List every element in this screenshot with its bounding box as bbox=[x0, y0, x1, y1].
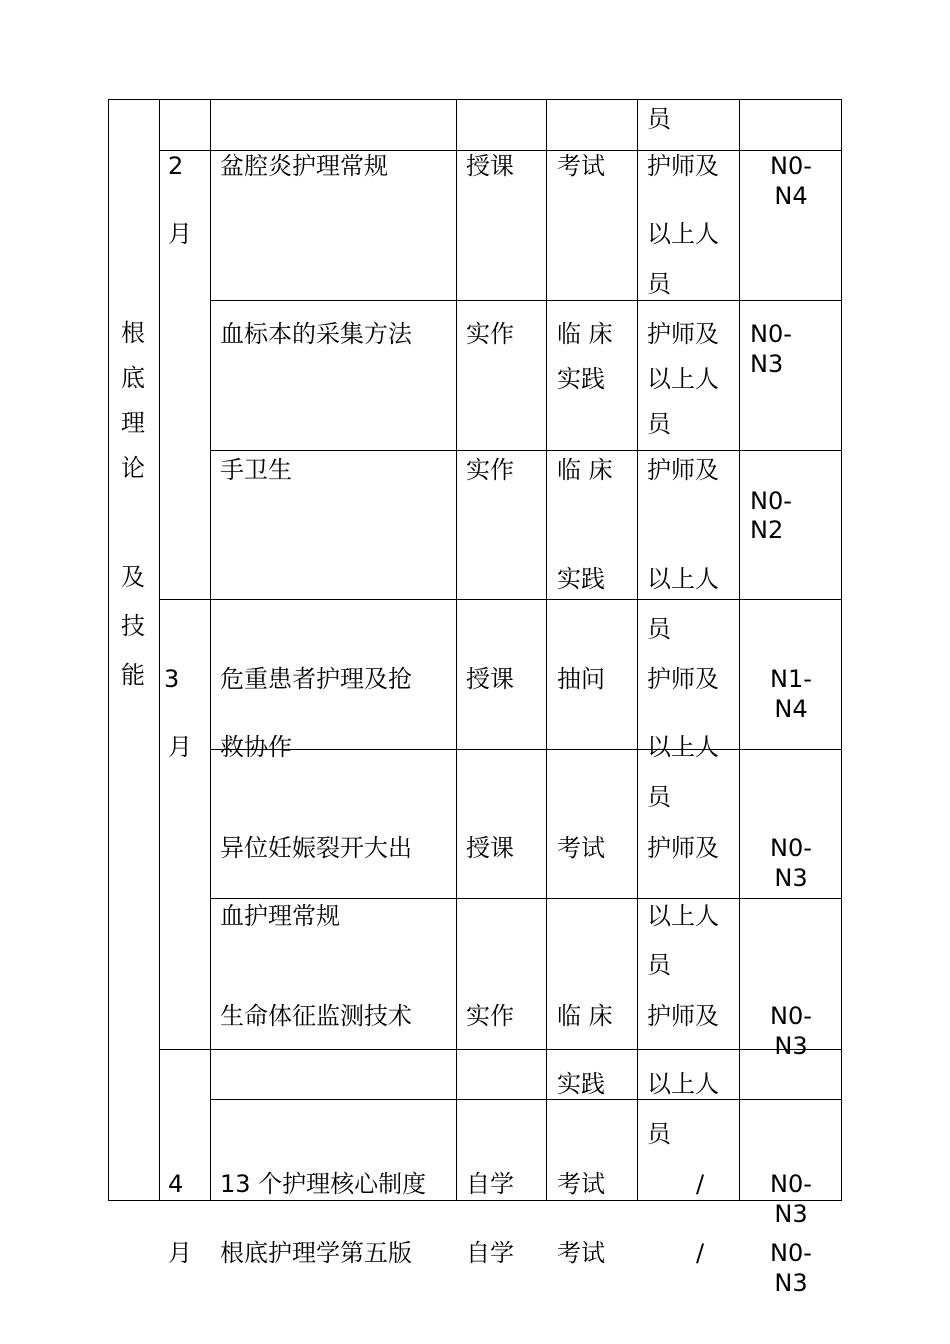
target-cell: 以上人 bbox=[647, 902, 719, 930]
method-cell: 自学 bbox=[466, 1170, 514, 1198]
target-cell: / bbox=[696, 1239, 705, 1267]
target-cell: 护师及 bbox=[647, 665, 719, 693]
assessment-cell: 临 床 bbox=[557, 320, 613, 348]
target-cell: 员 bbox=[647, 270, 671, 298]
assessment-cell: 实践 bbox=[557, 565, 605, 593]
level-cell: N0- bbox=[750, 320, 792, 348]
row-divider bbox=[210, 1099, 842, 1100]
target-cell: 以上人 bbox=[647, 1070, 719, 1098]
topic-cell: 13 个护理核心制度 bbox=[220, 1170, 427, 1198]
row-divider bbox=[210, 898, 842, 899]
level-cell: N3 bbox=[774, 1269, 808, 1297]
level-cell: N4 bbox=[774, 695, 808, 723]
level-cell: N0- bbox=[770, 152, 812, 180]
level-cell: N0- bbox=[750, 487, 792, 515]
level-cell: N0- bbox=[770, 1170, 812, 1198]
month-mar-number: 3 bbox=[164, 665, 180, 693]
row-divider bbox=[210, 749, 842, 750]
method-cell: 实作 bbox=[466, 1002, 514, 1030]
assessment-cell: 考试 bbox=[557, 1170, 605, 1198]
assessment-cell: 临 床 bbox=[557, 456, 613, 484]
target-cell: 护师及 bbox=[647, 152, 719, 180]
target-cell: 护师及 bbox=[647, 834, 719, 862]
month-feb-number: 2 bbox=[168, 152, 184, 180]
method-cell: 授课 bbox=[466, 152, 514, 180]
target-cell: 以上人 bbox=[647, 565, 719, 593]
method-cell: 授课 bbox=[466, 834, 514, 862]
level-cell: N3 bbox=[774, 864, 808, 892]
level-cell: N0- bbox=[770, 834, 812, 862]
column-divider bbox=[637, 99, 638, 1201]
level-cell: N0- bbox=[770, 1002, 812, 1030]
assessment-cell: 实践 bbox=[557, 365, 605, 393]
method-cell: 自学 bbox=[466, 1239, 514, 1267]
level-cell: N1- bbox=[770, 665, 812, 693]
month-feb-unit: 月 bbox=[168, 220, 192, 248]
topic-cell: 危重患者护理及抢 bbox=[220, 665, 412, 693]
target-cell: 护师及 bbox=[647, 456, 719, 484]
column-divider bbox=[210, 99, 211, 1201]
assessment-cell: 考试 bbox=[557, 152, 605, 180]
topic-cell: 救协作 bbox=[220, 733, 292, 761]
topic-cell: 血护理常规 bbox=[220, 902, 340, 930]
topic-cell: 生命体征监测技术 bbox=[220, 1002, 412, 1030]
level-cell: N0- bbox=[770, 1239, 812, 1267]
target-cell: / bbox=[696, 1170, 705, 1198]
level-cell: N3 bbox=[774, 1032, 808, 1060]
method-cell: 实作 bbox=[466, 320, 514, 348]
topic-cell: 血标本的采集方法 bbox=[220, 320, 412, 348]
table-outer-border bbox=[108, 99, 842, 1201]
column-divider bbox=[546, 99, 547, 1201]
month-mar-unit: 月 bbox=[168, 733, 192, 761]
method-cell: 授课 bbox=[466, 665, 514, 693]
level-cell: N3 bbox=[750, 350, 784, 378]
target-cell: 员 bbox=[647, 783, 671, 811]
target-cell: 护师及 bbox=[647, 1002, 719, 1030]
target-cell: 员 bbox=[647, 410, 671, 438]
month-apr-number: 4 bbox=[168, 1170, 184, 1198]
target-cell: 员 bbox=[647, 951, 671, 979]
column-divider bbox=[739, 99, 740, 1201]
column-divider bbox=[159, 99, 160, 1201]
topic-cell: 盆腔炎护理常规 bbox=[220, 152, 388, 180]
column-divider bbox=[456, 99, 457, 1201]
level-cell: N2 bbox=[750, 516, 784, 544]
level-cell: N4 bbox=[774, 182, 808, 210]
target-cell: 以上人 bbox=[647, 733, 719, 761]
row-divider bbox=[159, 1049, 842, 1050]
assessment-cell: 抽问 bbox=[557, 665, 605, 693]
topic-cell: 异位妊娠裂开大出 bbox=[220, 834, 412, 862]
topic-cell: 根底护理学第五版 bbox=[220, 1239, 412, 1267]
assessment-cell: 考试 bbox=[557, 1239, 605, 1267]
assessment-cell: 临 床 bbox=[557, 1002, 613, 1030]
target-cell: 以上人 bbox=[647, 365, 719, 393]
assessment-cell: 考试 bbox=[557, 834, 605, 862]
topic-cell: 手卫生 bbox=[220, 456, 292, 484]
assessment-cell: 实践 bbox=[557, 1070, 605, 1098]
level-cell: N3 bbox=[774, 1200, 808, 1228]
target-cell: 员 bbox=[647, 615, 671, 643]
month-apr-unit: 月 bbox=[168, 1239, 192, 1267]
target-cell: 以上人 bbox=[647, 220, 719, 248]
row-divider bbox=[210, 450, 842, 451]
method-cell: 实作 bbox=[466, 456, 514, 484]
target-cell: 员 bbox=[647, 1120, 671, 1148]
target-cell: 员 bbox=[647, 105, 671, 133]
row-divider bbox=[159, 599, 842, 600]
row-divider bbox=[210, 300, 842, 301]
target-cell: 护师及 bbox=[647, 320, 719, 348]
